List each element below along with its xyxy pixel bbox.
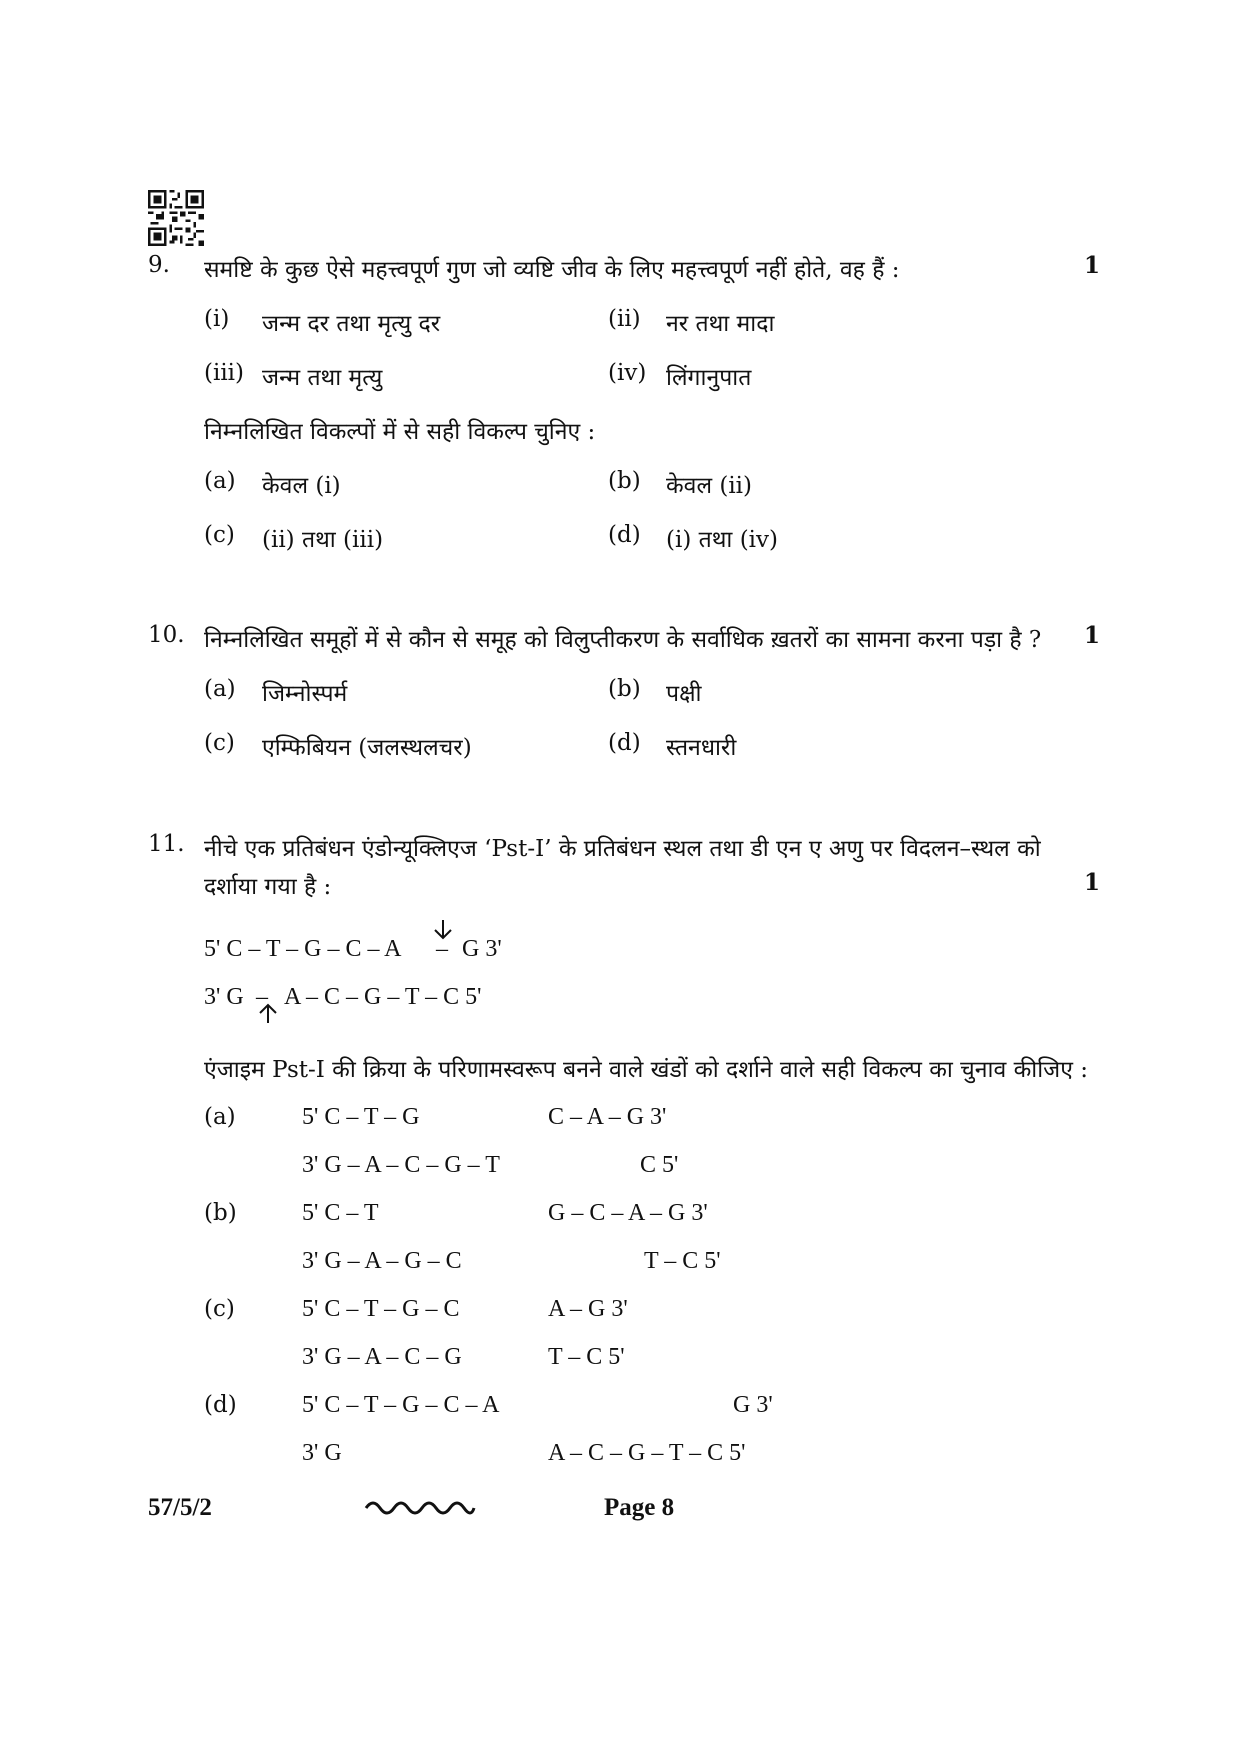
- q11-instruction: एंजाइम Pst-I की क्रिया के परिणामस्वरूप बनने वाले खंडों को दर्शाने वाले सही विकल्प का चुनाव कीजिए :: [204, 1057, 1088, 1083]
- q9-text: समष्टि के कुछ ऐसे महत्त्वपूर्ण गुण जो व्यष्टि जीव के लिए महत्त्वपूर्ण नहीं होते, वह हैं :: [204, 257, 900, 283]
- q9-number: 9.: [148, 252, 170, 278]
- paper-code: 57/5/2: [148, 1494, 212, 1521]
- q9-option-label: (b): [608, 468, 641, 494]
- page-number: Page 8: [604, 1494, 675, 1521]
- q9-option-label: (c): [204, 522, 235, 548]
- q9-item-text: नर तथा मादा: [666, 311, 775, 337]
- q11-fragment: T – C 5': [548, 1344, 625, 1370]
- q9-option-text: केवल (i): [262, 473, 341, 499]
- q11-fragment: T – C 5': [644, 1248, 721, 1274]
- q11-option-label: (b): [204, 1200, 237, 1226]
- q11-marks: 1: [1084, 869, 1101, 896]
- q10-text: निम्नलिखित समूहों में से कौन से समूह को विलुप्तीकरण के सर्वाधिक ख़तरों का सामना करना पड़ा है ?: [204, 627, 1042, 653]
- q10-option-text: पक्षी: [666, 681, 702, 707]
- q10-option-label: (a): [204, 676, 236, 702]
- q9-item-text: लिंगानुपात: [666, 365, 752, 391]
- site-bottom-cut-dash: –: [256, 984, 268, 1010]
- q11-fragment: A – G 3': [548, 1296, 628, 1322]
- q9-instruction: निम्नलिखित विकल्पों में से सही विकल्प चुनिए :: [204, 419, 596, 445]
- q10-option-label: (b): [608, 676, 641, 702]
- site-top-cut-dash: –: [436, 936, 448, 962]
- site-top-strand-left: 5' C – T – G – C – A: [204, 936, 402, 962]
- q11-fragment: C 5': [640, 1152, 679, 1178]
- q11-text-line1: नीचे एक प्रतिबंधन एंडोन्यूक्लिएज ‘Pst-I’ के प्रतिबंधन स्थल तथा डी एन ए अणु पर विदलन–स्थल को: [204, 836, 1041, 862]
- up-arrow-icon: [258, 1002, 278, 1024]
- site-top-strand-right: G 3': [462, 936, 502, 962]
- q9-item-label: (i): [204, 306, 230, 332]
- q11-fragment: G 3': [733, 1392, 773, 1418]
- q11-fragment: 3' G – A – G – C: [302, 1248, 462, 1274]
- q11-fragment: C – A – G 3': [548, 1104, 667, 1130]
- q9-item-label: (iv): [608, 360, 647, 386]
- q9-option-text: (ii) तथा (iii): [262, 527, 384, 553]
- site-bottom-strand-left: 3' G: [204, 984, 244, 1010]
- q9-item-label: (ii): [608, 306, 641, 332]
- q11-fragment: 5' C – T – G: [302, 1104, 420, 1130]
- q10-marks: 1: [1084, 622, 1101, 649]
- site-bottom-strand-right: A – C – G – T – C 5': [284, 984, 482, 1010]
- q9-item-text: जन्म तथा मृत्यु: [262, 365, 383, 391]
- q11-option-label: (a): [204, 1104, 236, 1130]
- down-arrow-icon: [433, 919, 453, 941]
- q11-fragment: 5' C – T – G – C: [302, 1296, 460, 1322]
- q9-option-text: (i) तथा (iv): [666, 527, 778, 553]
- q11-option-label: (d): [204, 1392, 237, 1418]
- q9-marks: 1: [1084, 252, 1101, 279]
- q9-option-label: (a): [204, 468, 236, 494]
- q11-fragment: 5' C – T – G – C – A: [302, 1392, 500, 1418]
- qr-code: [148, 190, 204, 246]
- q11-fragment: G – C – A – G 3': [548, 1200, 708, 1226]
- q9-item-label: (iii): [204, 360, 245, 386]
- q11-number: 11.: [148, 831, 185, 857]
- q11-fragment: 3' G – A – C – G – T: [302, 1152, 500, 1178]
- q9-item-text: जन्म दर तथा मृत्यु दर: [262, 311, 441, 337]
- wave-ornament-icon: [364, 1500, 476, 1520]
- q10-option-text: जिम्नोस्पर्म: [262, 681, 348, 707]
- q10-option-text: स्तनधारी: [666, 735, 737, 761]
- q11-fragment: 3' G – A – C – G: [302, 1344, 462, 1370]
- q9-option-label: (d): [608, 522, 641, 548]
- q11-fragment: 5' C – T: [302, 1200, 379, 1226]
- q10-option-text: एम्फिबियन (जलस्थलचर): [262, 735, 472, 761]
- q10-option-label: (c): [204, 730, 235, 756]
- q10-option-label: (d): [608, 730, 641, 756]
- q11-fragment: A – C – G – T – C 5': [548, 1440, 746, 1466]
- q10-number: 10.: [148, 622, 185, 648]
- q11-fragment: 3' G: [302, 1440, 342, 1466]
- q9-option-text: केवल (ii): [666, 473, 753, 499]
- q11-option-label: (c): [204, 1296, 235, 1322]
- q11-text-line2: दर्शाया गया है :: [204, 874, 332, 900]
